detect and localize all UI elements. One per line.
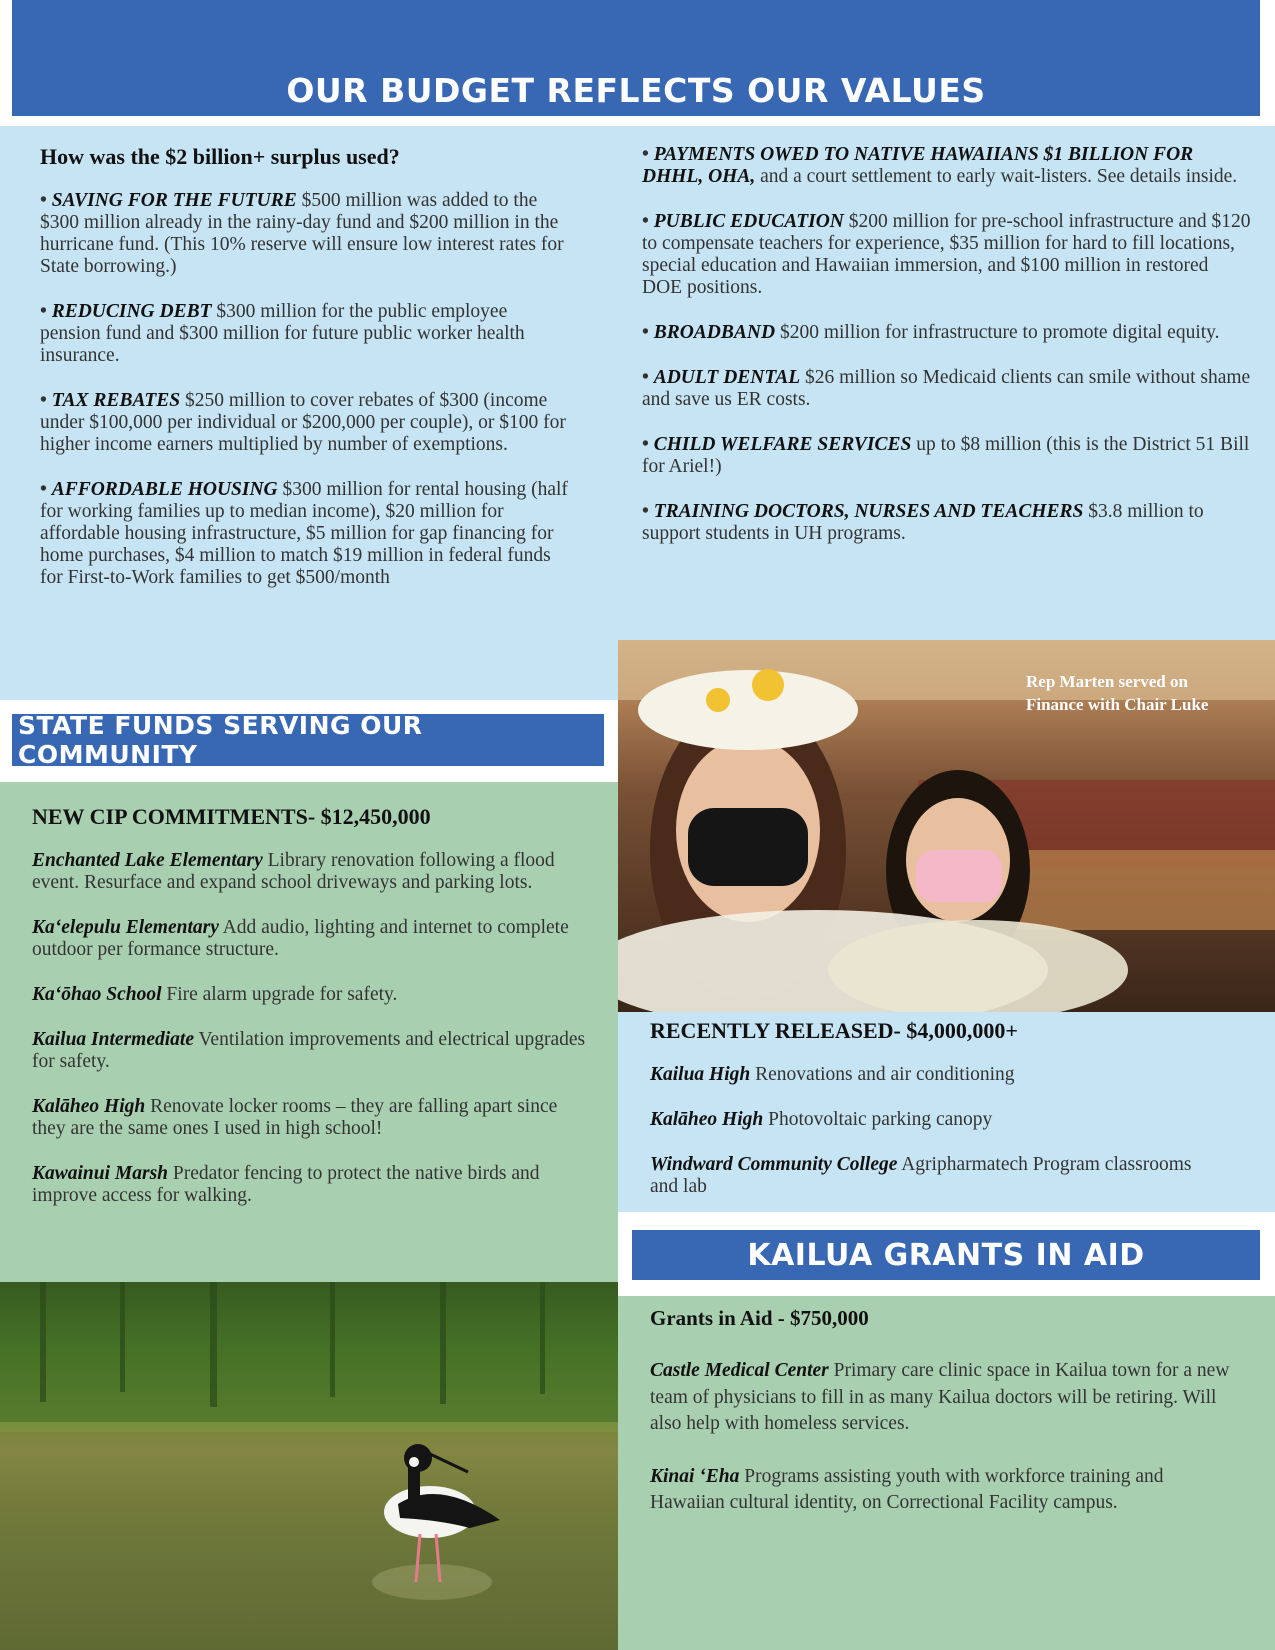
cip-panel	[0, 782, 618, 1282]
list-item: Kalāheo High Renovate locker rooms – they are falling apart since they are the same ones I used in high school!	[32, 1096, 558, 1139]
surplus-panel-left	[0, 126, 618, 700]
list-item: Ka‘ōhao School Fire alarm upgrade for safety.	[32, 984, 398, 1005]
recently-released-list	[650, 1064, 1210, 1221]
page-title-banner	[12, 0, 1260, 116]
list-item: • PUBLIC EDUCATION $200 million for pre-school infrastructure and $120 to compensate teachers for experience, $35 million for hard to fill locations, special education and Hawaiian immersion, and $100 million in restored DOE positions.	[642, 211, 1251, 298]
photo-caption: Rep Marten served on Finance with Chair Luke	[1026, 672, 1209, 714]
list-item: • PAYMENTS OWED TO NATIVE HAWAIIANS $1 BILLION FOR DHHL, OHA, and a court settlement to early wait-listers. See details inside.	[642, 144, 1238, 187]
cip-list	[32, 850, 592, 1230]
list-item: • CHILD WELFARE SERVICES up to $8 million (this is the District 51 Bill for Ariel!)	[642, 434, 1250, 477]
list-item: • TAX REBATES $250 million to cover rebates of $300 (income under $100,000 per individual or $200,000 per couple), or $100 for higher income earners multiplied by number of exemptions.	[40, 390, 566, 455]
state-funds-title: STATE FUNDS SERVING OUR COMMUNITY	[18, 711, 423, 769]
grants-panel	[618, 1296, 1275, 1650]
list-item: • ADULT DENTAL $26 million so Medicaid clients can smile without shame and save us ER costs.	[642, 367, 1251, 410]
surplus-left-list	[40, 190, 570, 612]
list-item: Kinai ‘Eha Programs assisting youth with workforce training and Hawaiian cultural identity, on Correctional Facility campus.	[650, 1465, 1164, 1513]
list-item: Castle Medical Center Primary care clinic space in Kailua town for a new team of physicians to fill in as many Kailua doctors will be retiring. Will also help with homeless services.	[650, 1360, 1230, 1434]
list-item: Kailua High Renovations and air conditioning	[650, 1064, 1015, 1085]
list-item: Ka‘elepulu Elementary Add audio, lighting and internet to complete outdoor per formance structure.	[32, 917, 569, 960]
recently-released-heading: RECENTLY RELEASED- $4,000,000+	[650, 1018, 1018, 1043]
grants-list	[650, 1358, 1240, 1517]
grants-heading: Grants in Aid - $750,000	[650, 1306, 869, 1330]
list-item: Kalāheo High Photovoltaic parking canopy	[650, 1109, 993, 1130]
recently-released-panel	[618, 1012, 1275, 1212]
list-item: Kawainui Marsh Predator fencing to protect the native birds and improve access for walking.	[32, 1163, 540, 1206]
list-item: • AFFORDABLE HOUSING $300 million for rental housing (half for working families up to median income), $20 million for affordable housing infrastructure, $5 million for gap financing for home purchases, $4 million to match $19 million in federal funds for First-to-Work families to get $500/month	[40, 479, 568, 588]
surplus-panel-right	[618, 126, 1275, 640]
page-title: OUR BUDGET REFLECTS OUR VALUES	[286, 71, 986, 110]
list-item: • TRAINING DOCTORS, NURSES AND TEACHERS $3.8 million to support students in UH programs.	[642, 501, 1204, 544]
list-item: Kailua Intermediate Ventilation improvements and electrical upgrades for safety.	[32, 1029, 586, 1072]
grants-banner	[632, 1230, 1260, 1280]
list-item: Enchanted Lake Elementary Library renovation following a flood event. Resurface and expand school driveways and parking lots.	[32, 850, 555, 893]
cip-heading: NEW CIP COMMITMENTS- $12,450,000	[32, 804, 431, 829]
legislators-photo	[618, 640, 1275, 1012]
stilt-bird-photo	[0, 1282, 618, 1650]
surplus-heading: How was the $2 billion+ surplus used?	[40, 144, 400, 169]
list-item: Windward Community College Agripharmatech Program classrooms and lab	[650, 1154, 1192, 1197]
list-item: • BROADBAND $200 million for infrastructure to promote digital equity.	[642, 322, 1220, 343]
list-item: • SAVING FOR THE FUTURE $500 million was added to the $300 million already in the rainy-day fund and $200 million in the hurricane fund. (This 10% reserve will ensure low interest rates for State borrowing.)	[40, 190, 564, 277]
grants-title: KAILUA GRANTS IN AID	[747, 1237, 1145, 1273]
bird-illustration	[0, 1282, 618, 1650]
list-item: • REDUCING DEBT $300 million for the public employee pension fund and $300 million for future public worker health insurance.	[40, 301, 525, 366]
surplus-right-list	[642, 144, 1252, 568]
state-funds-banner	[12, 711, 604, 769]
